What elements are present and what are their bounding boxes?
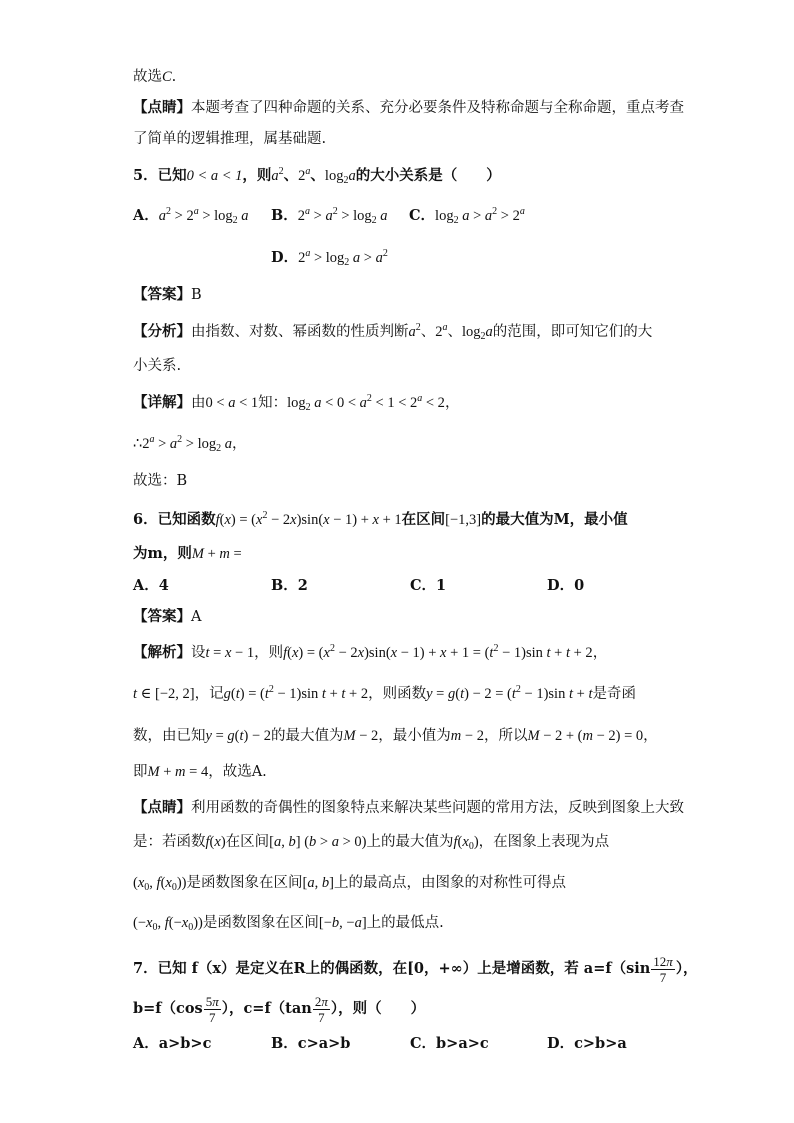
question-7-options: [133, 1034, 693, 1056]
question-6-stem-line-2: 为m，则M + m =: [133, 545, 242, 562]
option-7c: C．b>a>c: [410, 1035, 489, 1052]
dianjing-6-line-3: ($x_0$, $f(x_0)$)是函数图象在区间[a, b]上的最高点，由图象的对称性可得点: [133, 875, 566, 893]
analysis-5-line-1: 【分析】由指数、对数、幂函数的性质判断$a^2$、2$^a$、$\log_2a$的范围，即可知它们的大: [133, 322, 653, 342]
dianjing-6-line-4: ($-x_0$, $f(-x_0)$)是函数图象在区间[−b, −a]上的最低点.: [133, 915, 444, 933]
line-dianjing-2: 了简单的逻辑推理，属基础题.: [133, 131, 327, 147]
option-6d: D．0: [547, 577, 585, 594]
dianjing-6-line-2: 是：若函数f(x)在区间[a, b] (b > a > 0)上的最大值为$f(x_0)$，在图象上表现为点: [133, 834, 610, 852]
solution-6-line-4: 即M + m = 4，故选A.: [133, 764, 267, 780]
option-7d: D．c>b>a: [547, 1035, 627, 1052]
question-7-line-1: 7．已知 f（x）是定义在R上的偶函数，在[0，+∞）上是增函数，若 a=f（sin $\frac{12\pi}{7}$ ），: [133, 953, 698, 985]
solution-6-line-2: t ∈ [−2, 2]，记$g(t) = (t^2 - 1)\sin$ t + t + 2，则函数$y = g(t) - 2 = (t^2 - 1)\sin$ t + t是奇函: [133, 684, 636, 702]
option-6b: B．2: [271, 577, 308, 594]
question-7-line-2: b=f（cos $\frac{5\pi}{7}$ ），c=f（tan $\frac{2\pi}{7}$ ），则（ ）: [133, 993, 426, 1025]
option-5a: A．$a^2 > 2^a > \log_2 a$: [133, 206, 249, 226]
option-7b: B．c>a>b: [271, 1035, 351, 1052]
answer-6: 【答案】A: [133, 608, 202, 625]
question-5-stem: 5．已知0 < a < 1，则$a^2$、2$^a$、$\log_2a$的大小关系是（ ）: [133, 166, 501, 186]
detail-5-line-1: 【详解】由0 < a < 1知：$\log_2 a < 0 < a^2 < 1 < 2^a < 2$，: [133, 393, 460, 413]
option-7a: A．a>b>c: [133, 1035, 212, 1052]
line-dianjing-1: 【点睛】本题考查了四种命题的关系、充分必要条件及特称命题与全称命题，重点考查: [133, 99, 684, 116]
answer-5: 【答案】B: [133, 286, 202, 303]
line-choose-c: 故选C.: [133, 69, 177, 85]
option-5c: C．$\log_2 a > a^2 > 2^a$: [409, 206, 525, 226]
question-5-options-row: [133, 206, 693, 228]
option-6a: A．4: [133, 577, 169, 594]
analysis-5-line-2: 小关系.: [133, 358, 182, 374]
question-6-options: [133, 576, 693, 598]
solution-6-line-3: 数，由已知y = g(t) − 2的最大值为M − 2，最小值为m − 2，所以M − 2 + (m − 2) = 0，: [133, 728, 658, 744]
solution-6-line-1: 【解析】设t = x − 1，则$f(x) = (x^2 - 2x)\sin(x - 1) + x + 1 = (t^2 - 1)\sin$ t + t + 2，: [133, 643, 608, 661]
dianjing-6-line-1: 【点睛】利用函数的奇偶性的图象特点来解决某些问题的常用方法，反映到图象上大致: [133, 799, 684, 816]
detail-5-conclusion: 故选：B: [133, 473, 188, 489]
detail-5-line-2: $\therefore 2^a > a^2 > \log_2 a$，: [133, 434, 247, 454]
question-6-stem-line-1: 6．已知函数$f(x) = (x^2 - 2x)\sin(x - 1) + x + 1$在区间[−1,3]的最大值为M，最小值: [133, 510, 628, 528]
option-5d: D．$2^a > \log_2 a > a^2$: [271, 248, 388, 268]
option-6c: C．1: [410, 577, 447, 594]
option-5b: B．$2^a > a^2 > \log_2 a$: [271, 206, 388, 226]
